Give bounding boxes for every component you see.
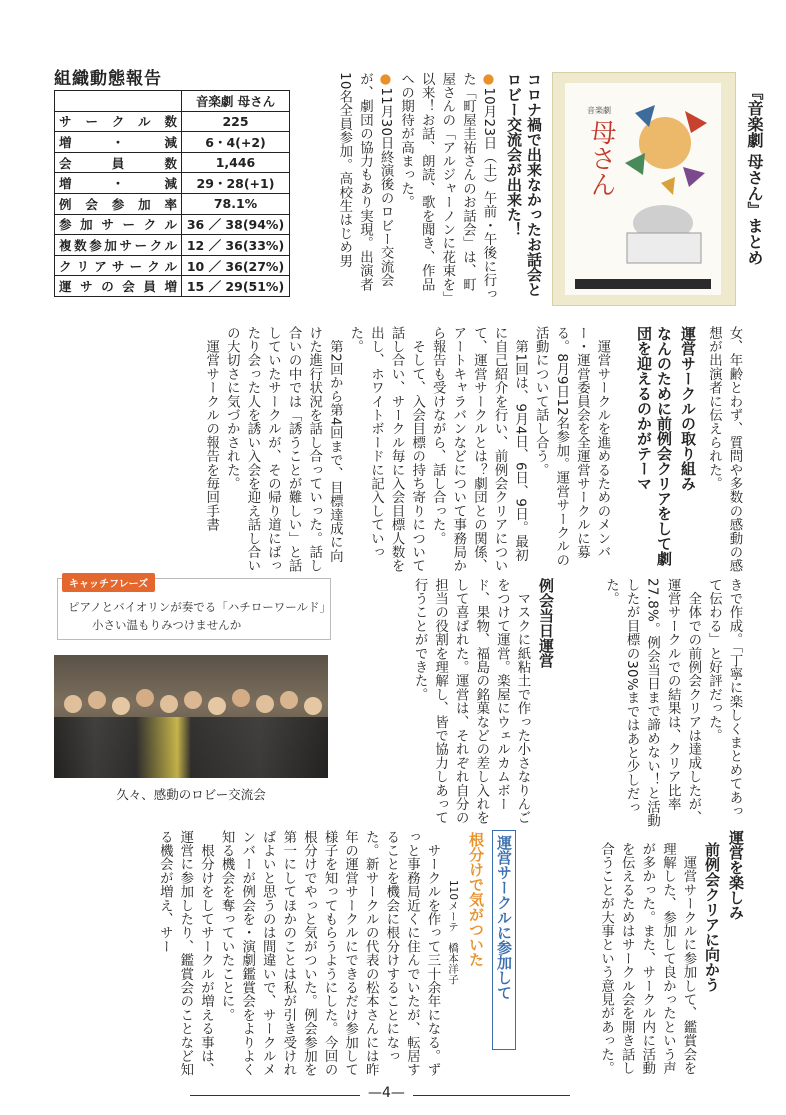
reikai-paragraph: マスクに紙粘土で作った小さなりんごをつけて運営。楽屋にウェルカムボード、果物、福島の銘菓などの差し入れをして喜ばれた。運営は、それぞれ自分の担当の役割を理解し、皆で協力しあって行うことができた。 <box>412 578 530 825</box>
table-row: 例会参加率 78.1% <box>55 193 290 214</box>
lobby-photo <box>54 655 328 778</box>
table-row: 会員数 1,446 <box>55 152 290 173</box>
table-row: 増・減 6・4(+2) <box>55 132 290 153</box>
corona-heading: コロナ禍で出来なかったお話会とロビー交流会が出来た！ <box>505 72 543 297</box>
enjoy-heading-1: 運営を楽しみ <box>727 830 745 920</box>
mid-paragraphs: 運営サークルを進めるためのメンバー・運営委員会を全運営サークルに募る。8月9日12名参加。運営サークルの活動について話し合う。 第1回は、9月4日、6日、9日。最初に自己紹介を行い、前例会クリアについて、運営サークルとは？劇団との関係、アートキャラバンなどについて事務局から報告も受けながら、話し合った。 そして、入会目標の持ち寄りについて話し合い、サークル毎に入会目標人数を出し、ホワイトボードに記入していった。 第2回から第4回まで、目標達成に向けた進行状況を話し合っていった。話し合いの中では「誘うことが難しい」と話していたサークルが、その帰り道にばったり会った人を誘い入会を迎え話し合いの大切さに気づかされた。 運営サークルの報告を毎回手書 <box>203 326 610 573</box>
essay-paragraphs: サークルを作って三十余年になる。ずっと事務局近くに住んでいたが、転居することを機会に根分けすることになった。新サークルの代表の松本さんには昨年の運営サークルにできるだけ参加して様子を知ってもらうようにした。今回の根分けでやっと気がついた。例会参加を第一にしてほかのことは私が引き受ければよいと思うのは間違いで、サークルメンバーが例会を・演劇鑑賞会をよりよく知る機会を奪っていたことに。 根分けをしてサークルが増える事は、運営に参加したり、鑑賞会のことなど知る機会が増え、サー <box>157 830 440 1077</box>
essay-heading: 根分けで気がついた <box>467 832 485 967</box>
poster-title: 母さん <box>586 119 616 197</box>
bullet-icon: ● <box>378 72 394 88</box>
mid-cont-paragraph: 女、年齢とわず、質問や多数の感動の感想が出演者に伝えられた。 <box>706 326 742 573</box>
table-row: 複数参加サークル 12 ／ 36(33%) <box>55 235 290 256</box>
right2-paragraphs: きで作成。「丁寧に楽しくまとめてあって伝わる」と好評だった。 全体での前例会クリアは達成したが、運営サークルでの結果は、クリア比率27.8%。例会当日まで諦めない！と活動したが目標の30%まではあと少しだった。 <box>603 578 742 828</box>
enjoy-heading-2: 前例会クリアに向かう <box>703 842 721 992</box>
photo-caption: 久々、感動のロビー交流会 <box>116 787 266 802</box>
bullet-icon: ● <box>481 72 496 88</box>
page-number: —4— <box>360 1085 413 1101</box>
catch-line-1: ピアノとバイオリンが奏でる「ハチローワールド」 <box>68 600 332 614</box>
table-row: サークル数 225 <box>55 111 290 132</box>
essay-author: 110メーテ 橋本洋子 <box>447 880 459 985</box>
summary-heading: 『音楽劇 母さん』まとめ <box>745 84 764 266</box>
poster-image <box>552 72 736 306</box>
corona-paragraph: ●10月23日（土）午前・午後に行った「町屋圭祐さんのお話会」は、町屋さんの「アルジャーノンに花束を」以来！お話、朗読、歌を聞き、作品への期待が高まった。 ●11月30日終演後のロビー交流会が、劇団の協力もあり実現。出演者10名全員参加。高校生はじめ男 <box>336 72 496 301</box>
table-row: 運サの会員増 15 ／ 29(51%) <box>55 276 290 297</box>
catch-line-2: 小さい温もりみつけませんか <box>92 618 242 632</box>
catch-phrase-tag: キャッチフレーズ <box>62 573 155 592</box>
mid-subheading: なんのために前例会クリアをして劇団を迎えるのかがテーマ <box>635 326 673 566</box>
enjoy-paragraph: 運営サークルに参加して、鑑賞会を理解した、参加して良かったという声が多かった。また、サークル内に活動を伝えるためはサークル会を開き話し合うことが大事という意見があった。 <box>598 842 696 1075</box>
stats-table <box>54 90 290 297</box>
stats-title: 組織動態報告 <box>54 69 162 89</box>
essay-heading-box: 運営サークルに参加して <box>492 830 516 1050</box>
reikai-heading: 例会当日運営 <box>537 578 555 668</box>
table-row: クリアサークル 10 ／ 36(27%) <box>55 255 290 276</box>
table-header: 音楽劇 母さん <box>182 91 290 112</box>
mid-heading: 運営サークルの取り組み <box>679 326 697 491</box>
table-row <box>55 91 290 112</box>
table-row: 増・減 29・28(+1) <box>55 173 290 194</box>
poster-subtitle: 音楽劇 <box>587 106 611 115</box>
table-row: 参加サークル 36 ／ 38(94%) <box>55 214 290 235</box>
